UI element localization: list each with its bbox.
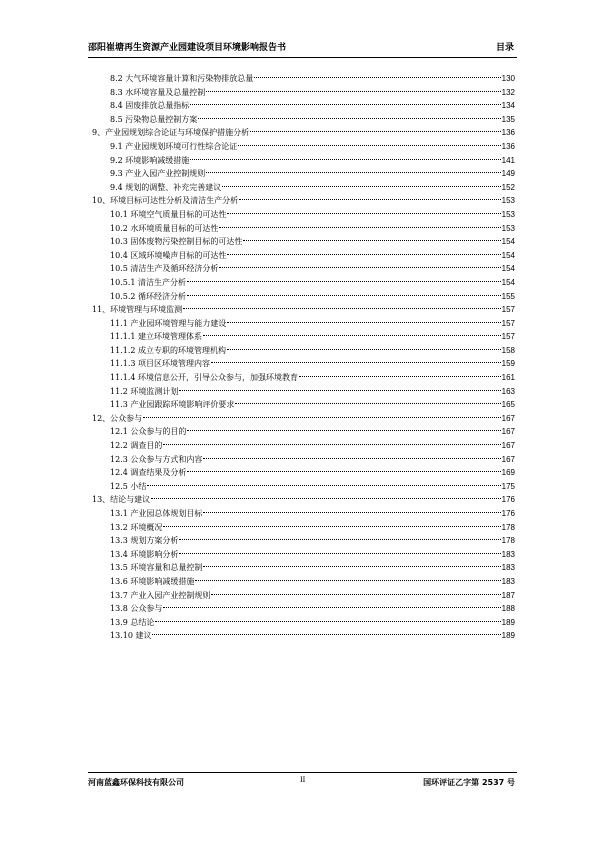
toc-entry-label: 10.3 固体废物污染控制目标的可达性 — [110, 237, 243, 247]
toc-entry-page: 167 — [501, 454, 515, 464]
toc-leader-dots — [239, 199, 500, 200]
toc-leader-dots — [254, 77, 500, 78]
toc-leader-dots — [190, 159, 500, 160]
toc-entry-page: 175 — [501, 481, 515, 491]
toc-entry-label: 11、环境管理与环境监测 — [92, 305, 183, 315]
toc-entry[interactable] — [92, 113, 515, 127]
toc-entry-page: 183 — [501, 563, 515, 573]
toc-entry-page: 134 — [501, 101, 515, 111]
toc-entry[interactable] — [92, 140, 515, 154]
toc-entry-page: 157 — [501, 332, 515, 342]
toc-entry[interactable] — [92, 167, 515, 181]
toc-entry-label: 9.2 环境影响减缓措施 — [110, 155, 190, 165]
toc-entry-label: 12.3 公众参与方式和内容 — [110, 454, 203, 464]
toc-entry-label: 13.3 规划方案分析 — [110, 536, 179, 546]
toc-entry[interactable] — [92, 357, 515, 371]
toc-entry-page: 149 — [501, 169, 515, 179]
toc-leader-dots — [227, 322, 500, 323]
toc-entry-label: 12、公众参与 — [92, 413, 143, 423]
toc-entry-page: 154 — [501, 237, 515, 247]
toc-entry-page: 152 — [501, 182, 515, 192]
toc-entry-page: 163 — [501, 386, 515, 396]
toc-entry[interactable] — [92, 561, 515, 575]
toc-leader-dots — [151, 498, 500, 499]
toc-leader-dots — [198, 118, 500, 119]
footer-page-number: II — [300, 775, 306, 784]
toc-entry-page: 135 — [501, 114, 515, 124]
toc-entry[interactable] — [92, 72, 515, 86]
toc-leader-dots — [227, 254, 500, 255]
toc-entry-page: 161 — [501, 373, 515, 383]
toc-entry-label: 13.6 环境影响减缓措施 — [110, 576, 195, 586]
toc-entry[interactable] — [92, 439, 515, 453]
toc-entry[interactable] — [92, 398, 515, 412]
toc-leader-dots — [222, 186, 500, 187]
toc-entry-page: 136 — [501, 141, 515, 151]
toc-entry-label: 10.1 环境空气质量目标的可达性 — [110, 209, 227, 219]
toc-leader-dots — [219, 227, 500, 228]
toc-entry-label: 13.7 产业入园产业控制规则 — [110, 590, 211, 600]
toc-entry-label: 8.3 水环境容量及总量控制 — [110, 87, 206, 97]
toc-entry-label: 13.4 环境影响分析 — [110, 549, 179, 559]
toc-entry-page: 183 — [501, 576, 515, 586]
toc-leader-dots — [203, 335, 501, 336]
toc-entry-page: 167 — [501, 427, 515, 437]
toc-entry[interactable] — [92, 602, 515, 616]
toc-leader-dots — [235, 403, 500, 404]
toc-entry-label: 12.5 小结 — [110, 481, 147, 491]
toc-leader-dots — [179, 390, 500, 391]
toc-entry-label: 11.1.4 环境信息公开，引导公众参与，加强环境教育 — [110, 373, 298, 383]
toc-entry[interactable] — [92, 330, 515, 344]
toc-entry[interactable] — [92, 466, 515, 480]
toc-leader-dots — [243, 240, 500, 241]
toc-entry-label: 9.4 规划的调整、补充完善建议 — [110, 182, 222, 192]
toc-leader-dots — [155, 621, 500, 622]
toc-entry-page: 165 — [501, 400, 515, 410]
toc-entry-label: 13.5 环境容量和总量控制 — [110, 563, 203, 573]
toc-entry-page: 178 — [501, 522, 515, 532]
toc-entry-label: 11.1 产业园环境管理与能力建设 — [110, 318, 227, 328]
toc-entry-page: 178 — [501, 536, 515, 546]
toc-entry[interactable] — [92, 453, 515, 467]
toc-leader-dots — [203, 458, 500, 459]
footer-company: 河南蓝鑫环保科技有限公司 — [88, 778, 184, 787]
toc-leader-dots — [187, 281, 501, 282]
toc-entry-label: 11.1.1 建立环境管理体系 — [110, 332, 202, 342]
toc-entry-label: 13.8 公众参与 — [110, 604, 163, 614]
toc-entry[interactable] — [92, 249, 515, 263]
toc-entry[interactable] — [92, 154, 515, 168]
footer-certificate: 国环评证乙字第 2537 号 — [423, 778, 515, 787]
toc-leader-dots — [147, 485, 500, 486]
toc-leader-dots — [211, 362, 501, 363]
toc-entry[interactable] — [92, 126, 515, 140]
toc-leader-dots — [187, 295, 501, 296]
toc-leader-dots — [187, 471, 500, 472]
toc-entry-label: 11.1.2 成立专职的环境管理机构 — [110, 345, 226, 355]
toc-entry-page: 154 — [501, 277, 515, 287]
toc-entry[interactable] — [92, 412, 515, 426]
toc-entry[interactable] — [92, 534, 515, 548]
toc-entry-page: 167 — [501, 413, 515, 423]
toc-entry-label: 11.2 环境监测计划 — [110, 386, 179, 396]
toc-entry[interactable] — [92, 629, 515, 643]
toc-entry-page: 157 — [501, 318, 515, 328]
toc-entry-label: 10.5.1 清洁生产分析 — [110, 277, 186, 287]
toc-entry[interactable] — [92, 480, 515, 494]
toc-entry-page: 189 — [501, 631, 515, 641]
toc-entry-label: 10.2 水环境质量目标的可达性 — [110, 223, 219, 233]
toc-leader-dots — [183, 308, 500, 309]
toc-entry-page: 157 — [501, 305, 515, 315]
toc-entry[interactable] — [92, 99, 515, 113]
toc-entry-label: 12.1 公众参与的目的 — [110, 427, 187, 437]
toc-entry-label: 11.1.3 项目区环境管理内容 — [110, 359, 210, 369]
toc-leader-dots — [238, 145, 500, 146]
toc-entry-label: 10、环境目标可达性分析及清洁生产分析 — [92, 196, 239, 206]
toc-entry-page: 176 — [501, 509, 515, 518]
toc-entry-page: 130 — [501, 74, 515, 83]
toc-entry[interactable] — [92, 344, 515, 358]
toc-entry[interactable] — [92, 521, 515, 535]
toc-entry-label: 9、产业园规划综合论证与环境保护措施分析 — [92, 128, 250, 138]
toc-entry[interactable] — [92, 194, 515, 208]
toc-entry[interactable] — [92, 276, 515, 290]
toc-leader-dots — [206, 91, 500, 92]
toc-entry-page: 158 — [501, 345, 515, 355]
toc-entry[interactable] — [92, 616, 515, 630]
toc-entry[interactable] — [92, 425, 515, 439]
toc-entry[interactable] — [92, 589, 515, 603]
toc-entry-label: 12.2 调查目的 — [110, 441, 163, 451]
toc-entry[interactable] — [92, 222, 515, 236]
toc-entry-page: 169 — [501, 468, 515, 478]
toc-leader-dots — [195, 580, 500, 581]
toc-leader-dots — [152, 634, 500, 635]
footer-rule — [88, 772, 517, 773]
toc-entry-label: 12.4 调查结果及分析 — [110, 468, 187, 478]
toc-entry-page: 136 — [501, 128, 515, 138]
page-header — [88, 38, 517, 54]
toc-entry[interactable] — [92, 303, 515, 317]
toc-entry-page: 154 — [501, 250, 515, 260]
toc-leader-dots — [227, 349, 501, 350]
toc-leader-dots — [206, 172, 500, 173]
toc-entry[interactable] — [92, 493, 515, 507]
toc-entry-label: 11.3 产业园跟踪环境影响评价要求 — [110, 400, 235, 410]
toc-entry-page: 154 — [501, 264, 515, 274]
toc-leader-dots — [219, 267, 500, 268]
toc-entry[interactable] — [92, 208, 515, 222]
toc-entry[interactable] — [92, 371, 515, 385]
toc-entry-label: 13.10 建议 — [110, 631, 152, 641]
toc-entry[interactable] — [92, 507, 515, 521]
toc-entry-page: 153 — [501, 223, 515, 233]
toc-entry[interactable] — [92, 290, 515, 304]
document-title: 邵阳崔塘再生资源产业园建设项目环境影响报告书 — [88, 43, 287, 53]
toc-entry-page: 141 — [501, 155, 515, 165]
toc-entry-label: 13.1 产业园总体规划目标 — [110, 509, 203, 518]
toc-entry-page: 176 — [501, 495, 515, 505]
toc-entry[interactable] — [92, 317, 515, 331]
table-of-contents — [92, 72, 515, 643]
toc-entry[interactable] — [92, 181, 515, 195]
toc-leader-dots — [227, 213, 500, 214]
toc-entry-label: 9.3 产业入园产业控制规则 — [110, 169, 206, 179]
section-label: 目录 — [495, 43, 514, 53]
toc-entry[interactable] — [92, 262, 515, 276]
toc-entry-label: 9.1 产业园规划环境可行性综合论证 — [110, 141, 238, 151]
toc-leader-dots — [211, 594, 500, 595]
toc-entry-label: 8.5 污染物总量控制方案 — [110, 114, 198, 124]
toc-entry[interactable] — [92, 86, 515, 100]
toc-leader-dots — [163, 444, 500, 445]
toc-entry-page: 153 — [501, 196, 515, 206]
toc-entry-page: 167 — [501, 441, 515, 451]
toc-entry-page: 132 — [501, 87, 515, 97]
toc-leader-dots — [163, 526, 500, 527]
toc-entry[interactable] — [92, 385, 515, 399]
toc-entry-label: 10.4 区域环境噪声目标的可达性 — [110, 250, 227, 260]
toc-entry-page: 187 — [501, 590, 515, 600]
toc-entry-label: 8.4 固废排放总量指标 — [110, 101, 190, 111]
toc-leader-dots — [179, 553, 500, 554]
toc-leader-dots — [250, 131, 501, 132]
toc-entry-page: 189 — [501, 617, 515, 627]
toc-entry-page: 155 — [501, 291, 515, 301]
toc-leader-dots — [143, 417, 500, 418]
toc-entry[interactable] — [92, 548, 515, 562]
toc-entry-page: 183 — [501, 549, 515, 559]
toc-entry-label: 10.5 清洁生产及循环经济分析 — [110, 264, 219, 274]
toc-leader-dots — [203, 512, 500, 513]
toc-leader-dots — [179, 539, 500, 540]
toc-entry[interactable] — [92, 235, 515, 249]
toc-leader-dots — [187, 430, 500, 431]
toc-leader-dots — [203, 566, 500, 567]
toc-leader-dots — [299, 376, 501, 377]
toc-entry-label: 13、结论与建议 — [92, 495, 151, 505]
toc-entry-label: 13.2 环境概况 — [110, 522, 163, 532]
toc-leader-dots — [163, 607, 500, 608]
toc-entry-label: 10.5.2 循环经济分析 — [110, 291, 186, 301]
toc-entry-page: 188 — [501, 604, 515, 614]
toc-entry-page: 153 — [501, 209, 515, 219]
toc-entry-page: 159 — [501, 359, 515, 369]
toc-entry[interactable] — [92, 575, 515, 589]
toc-entry-label: 8.2 大气环境容量计算和污染物排放总量 — [110, 74, 254, 83]
header-rule — [88, 57, 517, 58]
toc-entry-label: 13.9 总结论 — [110, 617, 155, 627]
toc-leader-dots — [190, 104, 500, 105]
